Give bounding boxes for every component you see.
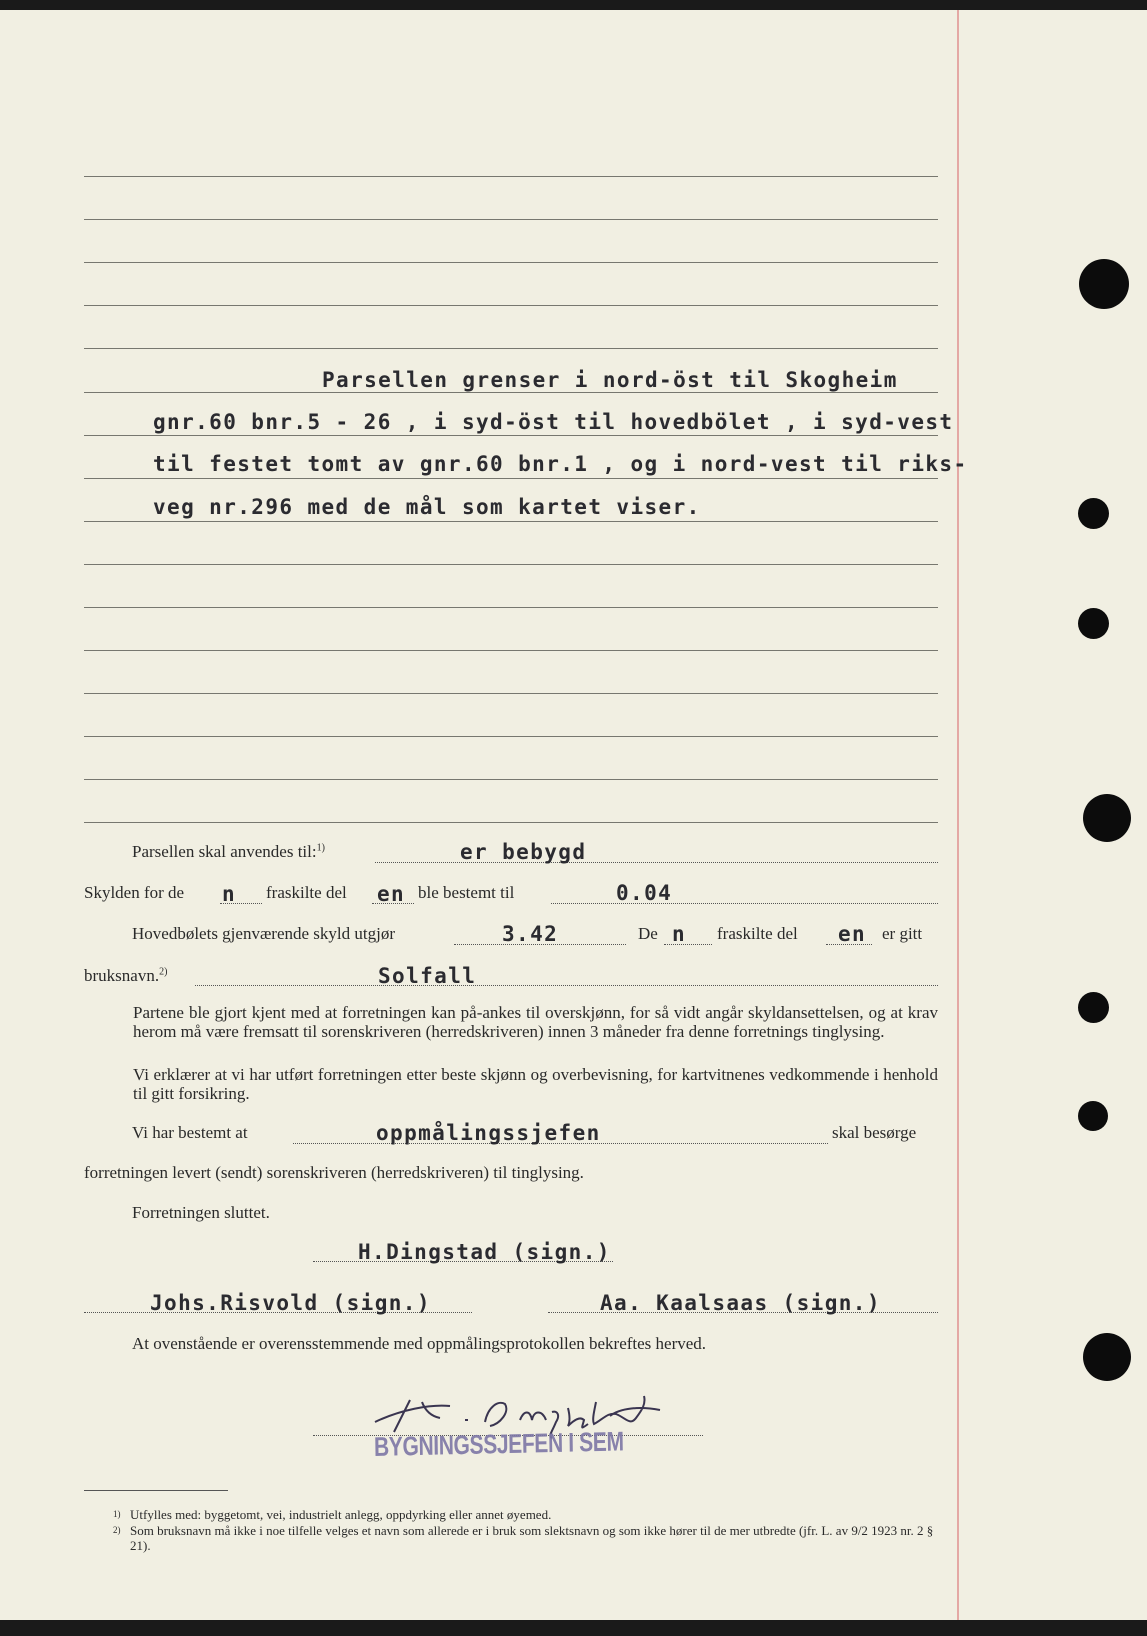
ruled-line bbox=[84, 219, 938, 220]
remaining-value: 3.42 bbox=[502, 922, 559, 946]
tax-label-1: Skylden for de bbox=[84, 883, 185, 902]
ruled-line bbox=[84, 736, 938, 737]
ruled-line bbox=[84, 305, 938, 306]
appeal-paragraph: Partene ble gjort kjent med at forretningen kan på-ankes til overskjønn, for så vidt angår skyldansettelsen, og at krav herom må være fremsatt til sorenskriveren (herredskriveren) innen 3 måneder fra denne forretnings tinglysing. bbox=[133, 1003, 938, 1041]
delivery-line-2: forretningen levert (sendt) sorenskriveren (herredskriveren) til tinglysing. bbox=[84, 1163, 584, 1182]
ruled-line bbox=[84, 176, 938, 177]
tax-fill-2: en bbox=[377, 882, 406, 906]
name-value: Solfall bbox=[378, 964, 477, 988]
tax-fill-line-1 bbox=[220, 903, 262, 904]
remaining-fill-1: n bbox=[672, 922, 687, 946]
footnote-separator bbox=[84, 1490, 228, 1491]
name-fill-line bbox=[195, 985, 938, 986]
punch-hole bbox=[1078, 608, 1109, 639]
tax-label-3: ble bestemt til bbox=[418, 883, 515, 902]
punch-hole bbox=[1078, 498, 1109, 529]
footnote-2: 2) Som bruksnavn må ikke i noe tilfelle velges et navn som allerede er i bruk som slektsnavn og som ikke hører til de mer utbredte (jfr. L. av 9/2 1923 nr. 2 § 21). bbox=[113, 1523, 934, 1553]
typed-line-3: til festet tomt av gnr.60 bnr.1 , og i nord-vest til riks- bbox=[153, 452, 968, 476]
ruled-line bbox=[84, 348, 938, 349]
ruled-line bbox=[84, 478, 938, 479]
footnote-1: 1) Utfylles med: byggetomt, vei, industrielt anlegg, oppdyrking eller annet øyemed. bbox=[113, 1507, 552, 1522]
declaration-paragraph: Vi erklærer at vi har utført forretningen etter beste skjønn og overbevisning, for kartvitnenes vedkommende i henhold til gitt forsikring. bbox=[133, 1065, 938, 1103]
document-page bbox=[0, 10, 1147, 1620]
margin-line bbox=[957, 10, 959, 1620]
ruled-line bbox=[84, 435, 938, 436]
delivery-label-2: skal besørge bbox=[832, 1123, 917, 1142]
punch-hole bbox=[1083, 794, 1131, 842]
signature-top: H.Dingstad (sign.) bbox=[358, 1240, 611, 1264]
tax-fill-line-2 bbox=[372, 903, 414, 904]
delivery-value: oppmålingssjefen bbox=[376, 1121, 601, 1145]
ruled-line bbox=[84, 822, 938, 823]
signature-right: Aa. Kaalsaas (sign.) bbox=[600, 1291, 881, 1315]
typed-line-2: gnr.60 bnr.5 - 26 , i syd-öst til hovedbölet , i syd-vest bbox=[153, 410, 954, 434]
punch-hole bbox=[1079, 259, 1129, 309]
tax-fill-1: n bbox=[222, 882, 237, 906]
ruled-line bbox=[84, 564, 938, 565]
remaining-fill-line-2 bbox=[664, 944, 712, 945]
tax-label-2: fraskilte del bbox=[266, 883, 347, 902]
name-label: bruksnavn.$^{2)}$ bbox=[84, 966, 168, 985]
typed-line-1: Parsellen grenser i nord-öst til Skogheim bbox=[322, 368, 898, 392]
ruled-line bbox=[84, 650, 938, 651]
typed-line-4: veg nr.296 med de mål som kartet viser. bbox=[153, 495, 701, 519]
remaining-label-2: De bbox=[638, 924, 658, 943]
ruled-line bbox=[84, 607, 938, 608]
ruled-line bbox=[84, 262, 938, 263]
ruled-line bbox=[84, 521, 938, 522]
remaining-fill-2: en bbox=[838, 922, 867, 946]
usage-value: er bebygd bbox=[460, 840, 587, 864]
remaining-fill-line-3 bbox=[826, 944, 872, 945]
tax-fill-line-3 bbox=[551, 903, 938, 904]
usage-label: Parsellen skal anvendes til:$^{1)}$ bbox=[132, 842, 325, 861]
ruled-line bbox=[84, 779, 938, 780]
closing-text: Forretningen sluttet. bbox=[132, 1203, 270, 1222]
punch-hole bbox=[1078, 992, 1109, 1023]
remaining-label-3: fraskilte del bbox=[717, 924, 798, 943]
official-stamp: BYGNINGSSJEFEN I SEM bbox=[373, 1426, 624, 1462]
tax-value: 0.04 bbox=[616, 881, 673, 905]
ruled-line bbox=[84, 392, 938, 393]
delivery-label-1: Vi har bestemt at bbox=[132, 1123, 248, 1142]
certification-text: At ovenstående er overensstemmende med oppmålingsprotokollen bekreftes herved. bbox=[132, 1334, 707, 1353]
remaining-label-1: Hovedbølets gjenværende skyld utgjør bbox=[132, 924, 395, 943]
punch-hole bbox=[1078, 1101, 1108, 1131]
signature-left: Johs.Risvold (sign.) bbox=[150, 1291, 431, 1315]
remaining-label-4: er gitt bbox=[882, 924, 923, 943]
punch-hole bbox=[1083, 1333, 1131, 1381]
ruled-line bbox=[84, 693, 938, 694]
